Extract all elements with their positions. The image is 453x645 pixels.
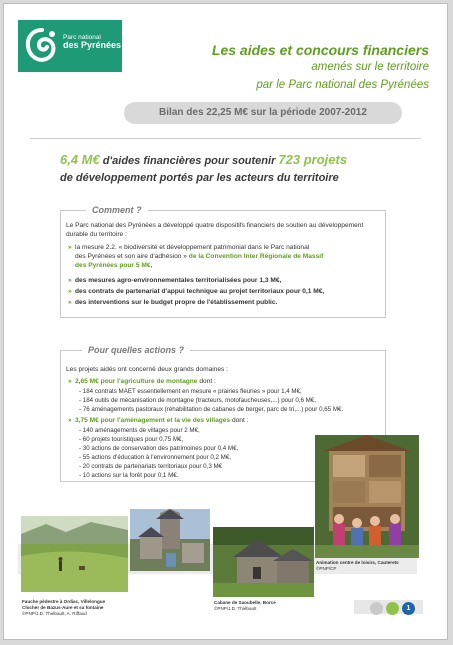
agri-item: - 76 aménagements pastoraux (réhabilitation de cabanes de berger, parc de tri,...) pour 0,65 M€.: [79, 406, 344, 413]
subtitle-line1: amenés sur le territoire: [311, 61, 429, 73]
actions-title: Pour quelles actions ?: [82, 345, 190, 355]
header-divider: [30, 138, 421, 139]
insect-hotel-photo: [315, 435, 419, 558]
headline: [60, 149, 440, 185]
banner-text: Bilan des 22,25 M€ sur la période 2007-2012: [159, 107, 367, 118]
village-item: - 20 contrats de partenariats territoriaux pour 0,3 M€: [79, 463, 223, 470]
agri-item: - 184 contrats MAET essentiellement en mesure « prairies fleuries » pour 1,4 M€,: [79, 388, 302, 395]
comment-intro: Le Parc national des Pyrénées a développé quatre dispositifs financiers de soutien au développement durable du territoire :: [66, 222, 364, 238]
footer-dot-gray: [370, 602, 383, 615]
headline-mid: d'aides financières pour soutenir: [99, 155, 279, 167]
caption-left: Fauche pédestre à Ordiac, Villelongue Clocher de Bazus-Aure et sa fontaine ©PNP/J.D. Thiébault, A. Riffaud: [22, 599, 106, 616]
village-item: - 60 projets touristiques pour 0,75 M€,: [79, 436, 184, 443]
subtitle-line2: par le Parc national des Pyrénées: [256, 79, 429, 91]
park-logo: [18, 20, 122, 72]
comment-item-3: » des contrats de partenariat d'appui technique au projet territoriaux pour 0,1 M€,: [75, 288, 380, 297]
agri-heading: » 2,65 M€ pour l'agriculture de montagne dont :: [75, 378, 380, 387]
village-item: - 55 actions d'éducation à l'environnement pour 0,2 M€,: [79, 454, 231, 461]
footer-dot-green: [386, 602, 399, 615]
actions-intro: Les projets aidés ont concerné deux grands domaines :: [66, 366, 229, 373]
logo-line2: des Pyrénées: [63, 40, 122, 51]
headline-count: 723 projets: [278, 152, 348, 167]
headline-amount: 6,4 M€: [60, 152, 100, 167]
insect-hotel-image: [315, 435, 419, 558]
cabin-image: [213, 527, 314, 597]
page-number: 1: [402, 602, 415, 615]
meadow-photo: [21, 516, 128, 592]
comment-title: Comment ?: [86, 205, 148, 215]
caption-right: Animation centre de loisirs, Cauterets ©PNP/CP: [316, 560, 399, 571]
caption-middle: Cabane de Saoubelle, Borce ©PNP/J.D. Thiébault: [214, 600, 276, 611]
village-heading: » 3,75 M€ pour l'aménagement et la vie des villages dont :: [75, 417, 380, 426]
church-image: [130, 509, 210, 571]
logo-line1: Parc national: [63, 34, 101, 41]
main-title: Les aides et concours financiers: [211, 42, 429, 58]
cabin-photo: [213, 527, 314, 597]
meadow-image: [21, 516, 128, 592]
comment-item-4: » des interventions sur le budget propre de l'établissement public.: [75, 299, 380, 308]
village-item: - 30 actions de conservation des patrimoines pour 0,4 M€,: [79, 445, 239, 452]
comment-item-2: » des mesures agro-environnementales territorialisées pour 1,3 M€,: [75, 277, 380, 286]
headline-line2: de développement portés par les acteurs du territoire: [60, 171, 339, 184]
budget-banner: [124, 102, 402, 124]
village-item: - 10 actions sur la forêt pour 0,1 M€.: [79, 472, 179, 479]
document-page: [3, 3, 448, 640]
agri-item: - 184 outils de mécanisation de montagne (tracteurs, motofaucheuses,...) pour 0,6 M€,: [79, 397, 316, 404]
village-item: - 140 aménagements de villages pour 2 M€,: [79, 427, 200, 434]
comment-item-1: » la mesure 2.2. « biodiversité et développement patrimonial dans le Parc national des Pyrénées et son aire d'adhésion » de la Convention Inter Régionale de Massif des Pyrénées pour 5 M€,: [75, 244, 380, 271]
spiral-logo-icon: [24, 26, 60, 66]
church-photo: [130, 509, 210, 571]
